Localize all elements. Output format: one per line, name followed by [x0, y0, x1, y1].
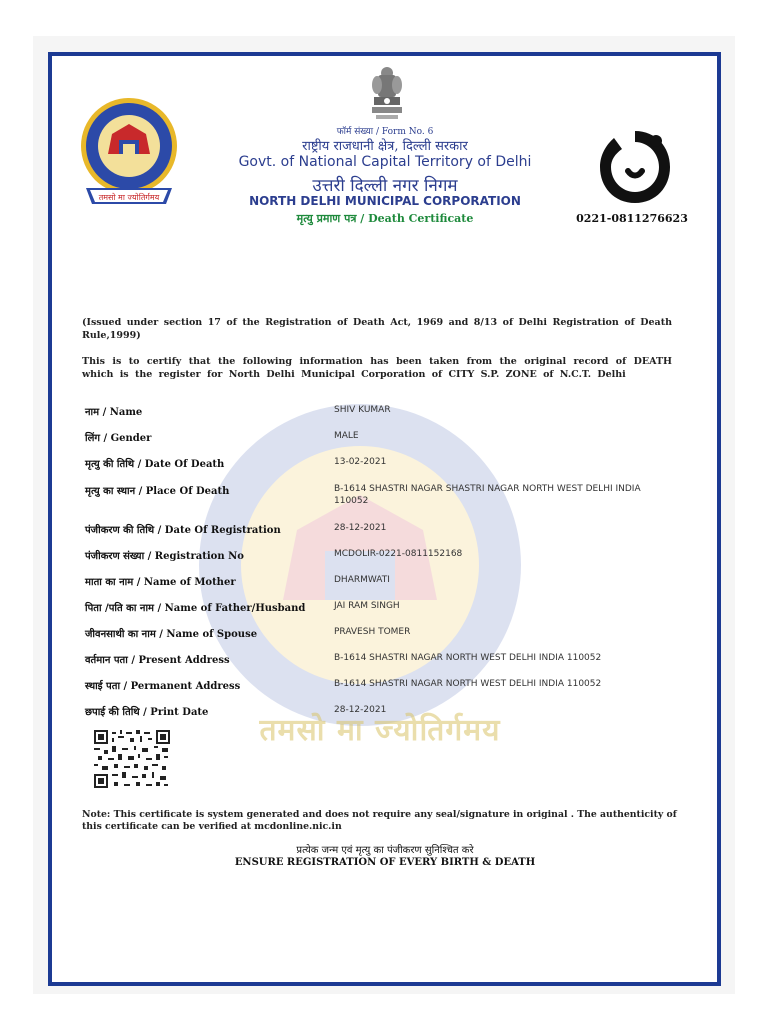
field-label: पंजीकरण संख्या / Registration No — [85, 551, 244, 562]
field-value: 13-02-2021 — [334, 457, 387, 467]
field-row-place-of-death — [0, 483, 768, 517]
field-label: लिंग / Gender — [85, 433, 152, 444]
qr-code-icon — [94, 730, 170, 788]
field-label: पंजीकरण की तिथि / Date Of Registration — [85, 525, 281, 536]
field-value: SHIV KUMAR — [334, 405, 391, 415]
seal-motto: तमसो मा ज्योतिर्गमय — [98, 193, 160, 202]
field-label: छपाई की तिथि / Print Date — [85, 707, 209, 718]
govt-name-hindi: राष्ट्रीय राजधानी क्षेत्र, दिल्ली सरकार — [302, 139, 468, 154]
field-label: स्थाई पता / Permanent Address — [85, 681, 241, 692]
field-row-date-of-death — [0, 456, 768, 476]
field-label: मृत्यु का स्थान / Place Of Death — [85, 486, 230, 497]
watermark-motto: तमसो मा ज्योतिर्गमय — [259, 713, 501, 748]
field-value: B-1614 SHASTRI NAGAR SHASTRI NAGAR NORTH WEST DELHI INDIA 110052 — [334, 484, 641, 506]
corporation-name-hindi: उत्तरी दिल्ली नगर निगम — [312, 176, 458, 196]
field-label: जीवनसाथी का नाम / Name of Spouse — [85, 629, 258, 640]
field-row-print-date — [0, 704, 768, 724]
ndmc-logo-icon — [598, 127, 672, 207]
field-value: DHARMWATI — [334, 575, 390, 585]
field-label: माता का नाम / Name of Mother — [85, 577, 236, 588]
ndmc-seal-icon — [76, 96, 182, 216]
certification-text: This is to certify that the following information has been taken from the original record of DEATH which is the register for North Delhi Municipal Corporation of CITY S.P. ZONE of N.C.T. Delhi — [82, 356, 672, 380]
field-value: PRAVESH TOMER — [334, 627, 411, 637]
field-value: 28-12-2021 — [334, 705, 387, 715]
field-row-mother-name — [0, 574, 768, 594]
certificate-title: मृत्यु प्रमाण पत्र / Death Certificate — [296, 212, 474, 225]
field-value: B-1614 SHASTRI NAGAR NORTH WEST DELHI INDIA 110052 — [334, 679, 602, 689]
field-label: मृत्यु की तिथि / Date Of Death — [85, 459, 225, 470]
field-value: B-1614 SHASTRI NAGAR NORTH WEST DELHI INDIA 110052 — [334, 653, 602, 663]
field-row-gender — [0, 430, 768, 450]
verification-note: Note: This certificate is system generated and does not require any seal/signature in original . The authenticity of this certificate can be verified at mcdonline.nic.in — [82, 809, 677, 832]
field-row-name — [0, 404, 768, 424]
form-number: फॉर्म संख्या / Form No. 6 — [336, 127, 434, 137]
field-row-spouse-name — [0, 626, 768, 646]
field-row-registration-no — [0, 548, 768, 568]
field-row-present-address — [0, 652, 768, 672]
issued-under-text: (Issued under section 17 of the Registration of Death Act, 1969 and 8/13 of Delhi Registration of Death Rule,1999) — [82, 317, 672, 341]
national-emblem-icon — [366, 63, 408, 125]
slogan-english: ENSURE REGISTRATION OF EVERY BIRTH & DEATH — [234, 857, 536, 868]
field-value: JAI RAM SINGH — [334, 601, 400, 611]
field-row-date-of-registration — [0, 522, 768, 542]
govt-name-english: Govt. of National Capital Territory of Delhi — [238, 154, 532, 170]
field-label: नाम / Name — [85, 407, 143, 418]
registration-reference: 0221-0811276623 — [576, 212, 688, 225]
field-value: 28-12-2021 — [334, 523, 387, 533]
field-row-permanent-address — [0, 678, 768, 698]
field-label: पिता /पति का नाम / Name of Father/Husband — [85, 603, 306, 614]
corporation-name-english: NORTH DELHI MUNICIPAL CORPORATION — [249, 194, 521, 208]
field-label: वर्तमान पता / Present Address — [85, 655, 230, 666]
field-value: MALE — [334, 431, 359, 441]
slogan-hindi: प्रत्येक जन्म एवं मृत्यु का पंजीकरण सुनिश्चित करे — [296, 845, 474, 856]
field-row-father-name — [0, 600, 768, 620]
field-value: MCDOLIR-0221-0811152168 — [334, 549, 463, 559]
